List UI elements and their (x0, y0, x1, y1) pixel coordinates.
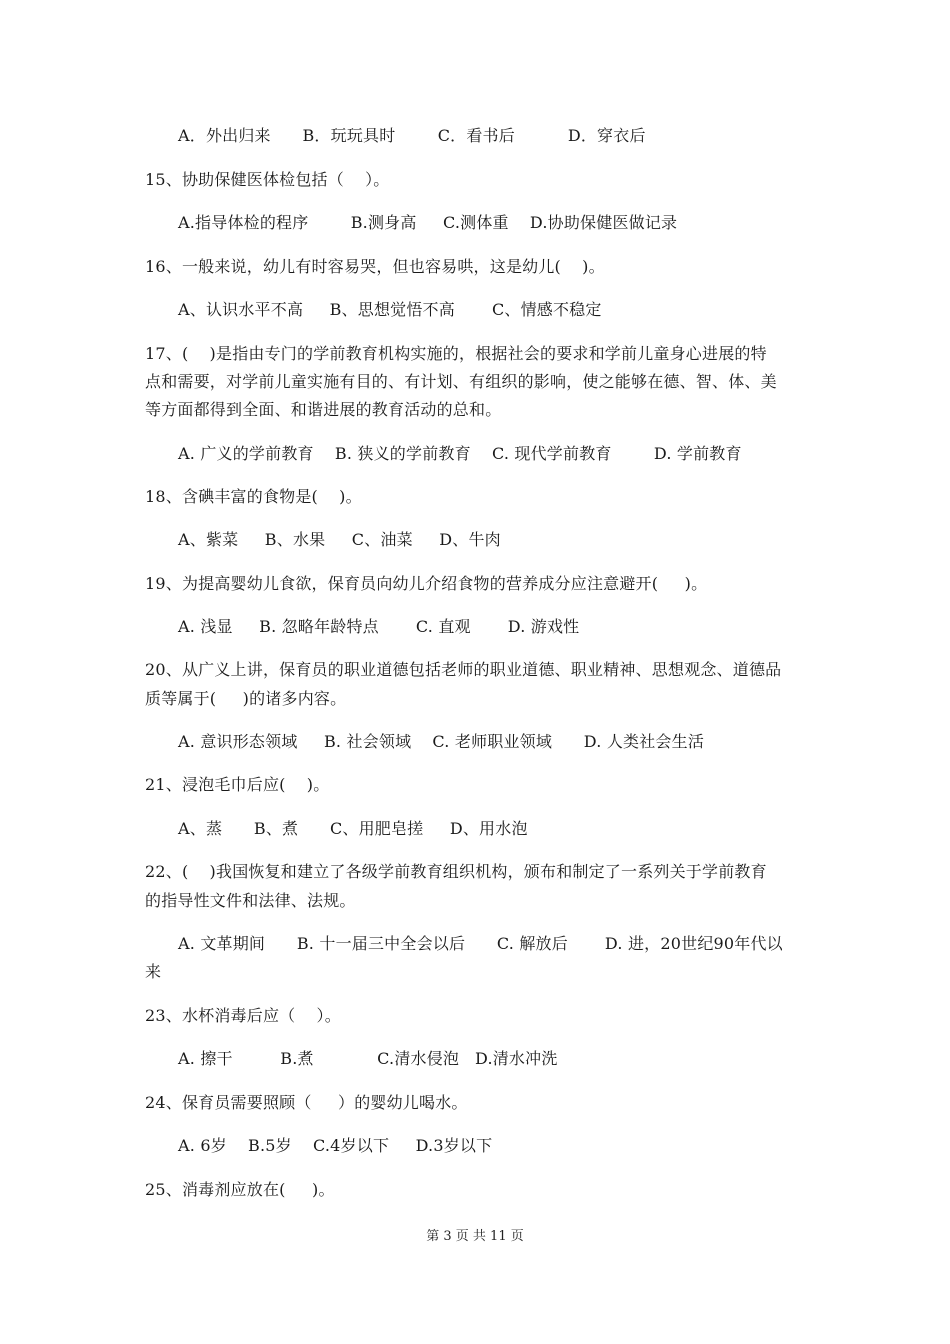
q22-options-wrap: 来 (145, 962, 162, 981)
q17-question-line3: 等方面都得到全面、和谐进展的教育活动的总和。 (145, 400, 502, 419)
q18-question: 18、含碘丰富的食物是( )。 (145, 487, 362, 506)
q18-options: A、紫菜 B、水果 C、油菜 D、牛肉 (178, 530, 501, 549)
q16-options: A、认识水平不高 B、思想觉悟不高 C、情感不稳定 (178, 300, 602, 319)
q24-question: 24、保育员需要照顾（ ）的婴幼儿喝水。 (145, 1093, 468, 1112)
q17-question-line1: 17、( )是指由专门的学前教育机构实施的，根据社会的要求和学前儿童身心进展的特 (145, 344, 767, 363)
q22-options: A. 文革期间 B. 十一届三中全会以后 C. 解放后 D. 进，20世纪90年代以 (178, 934, 783, 953)
q21-options: A、蒸 B、煮 C、用肥皂搓 D、用水泡 (178, 819, 528, 838)
q25-question: 25、消毒剂应放在( )。 (145, 1180, 335, 1199)
q24-options: A. 6岁 B.5岁 C.4岁以下 D.3岁以下 (178, 1136, 493, 1155)
q20-question-line2: 质等属于( )的诸多内容。 (145, 689, 347, 708)
q20-options: A. 意识形态领域 B. 社会领域 C. 老师职业领域 D. 人类社会生活 (178, 732, 705, 751)
q22-question-line1: 22、( )我国恢复和建立了各级学前教育组织机构，颁布和制定了一系列关于学前教育 (145, 862, 767, 881)
q16-question: 16、一般来说，幼儿有时容易哭，但也容易哄，这是幼儿( )。 (145, 257, 605, 276)
q20-question-line1: 20、从广义上讲，保育员的职业道德包括老师的职业道德、职业精神、思想观念、道德品 (145, 660, 782, 679)
q23-options: A. 擦干 B.煮 C.清水侵泡 D.清水冲洗 (178, 1049, 558, 1068)
q19-options: A. 浅显 B. 忽略年龄特点 C. 直观 D. 游戏性 (178, 617, 580, 636)
q17-options: A. 广义的学前教育 B. 狭义的学前教育 C. 现代学前教育 D. 学前教育 (178, 444, 742, 463)
q21-question: 21、浸泡毛巾后应( )。 (145, 775, 330, 794)
q19-question: 19、为提高婴幼儿食欲，保育员向幼儿介绍食物的营养成分应注意避开( )。 (145, 574, 708, 593)
q15-options: A.指导体检的程序 B.测身高 C.测体重 D.协助保健医做记录 (178, 213, 678, 232)
q23-question: 23、水杯消毒后应（ ）。 (145, 1006, 341, 1025)
q22-question-line2: 的指导性文件和法律、法规。 (145, 891, 356, 910)
page-footer: 第 3 页 共 11 页 (426, 1229, 524, 1244)
q14-options: A．外出归来 B．玩玩具时 C．看书后 D．穿衣后 (178, 126, 646, 145)
q15-question: 15、协助保健医体检包括（ ）。 (145, 170, 390, 189)
q17-question-line2: 点和需要，对学前儿童实施有目的、有计划、有组织的影响，使之能够在德、智、体、美 (145, 372, 777, 391)
